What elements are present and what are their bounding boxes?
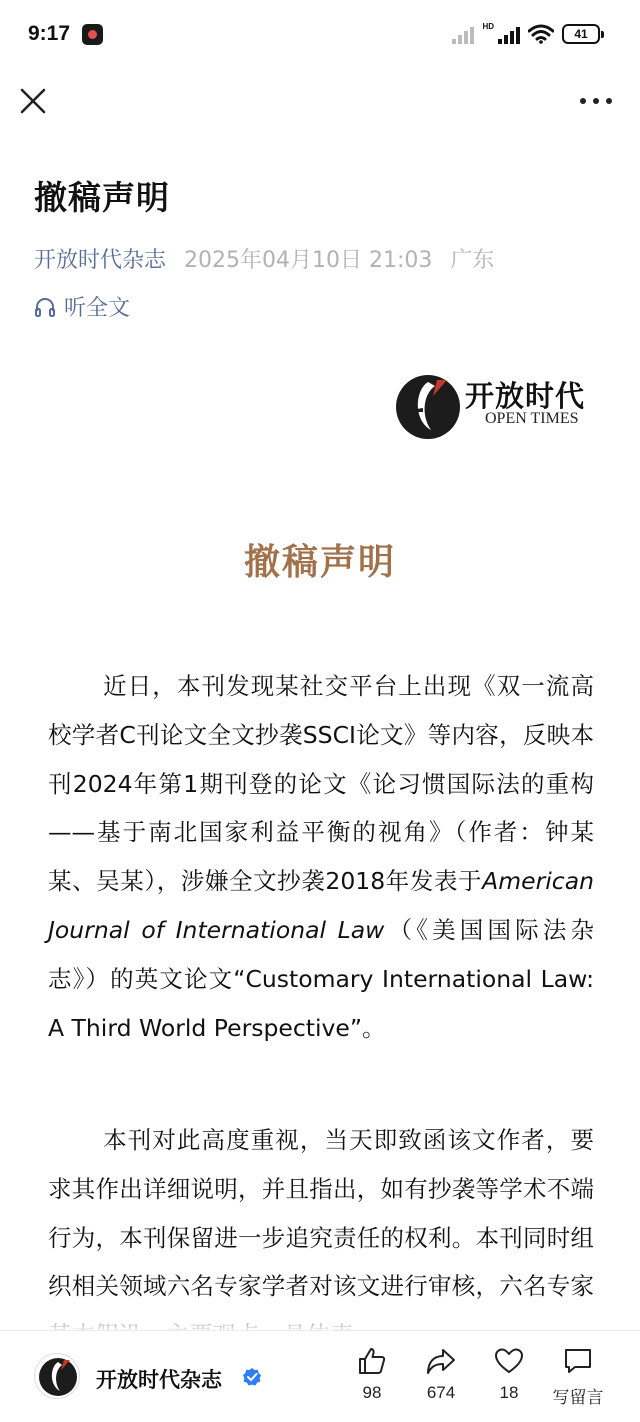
logo-chinese-text: 开放时代 [465, 381, 586, 413]
open-times-logo-mark [393, 372, 463, 442]
logo-english-text: OPEN TIMES [485, 410, 579, 427]
favorite-button[interactable] [478, 1345, 540, 1403]
comment-button[interactable] [547, 1345, 609, 1408]
publish-location: 广东 [450, 248, 495, 273]
share-arrow-icon [425, 1345, 457, 1377]
status-bar [0, 0, 640, 70]
more-dot-icon [593, 98, 599, 104]
bottom-action-bar [0, 1330, 640, 1422]
share-count: 674 [426, 1383, 456, 1402]
share-button[interactable] [410, 1345, 472, 1403]
comment-label: 写留言 [552, 1388, 604, 1407]
listen-label: 听全文 [64, 296, 131, 321]
verified-badge-icon [242, 1367, 262, 1387]
paragraph-2-text: 本刊对此高度重视，当天即致函该文作者，要求其作出详细说明，并且指出，如有抄袭等学术不端行为，本刊保留进一步追究责任的权利。本刊同时组织相关领域六名专家学者对该文进行审核，六名专家 [48, 1126, 594, 1301]
more-dot-icon [580, 98, 586, 104]
top-bar [0, 70, 640, 132]
system-icons [452, 24, 600, 44]
more-options-button[interactable] [580, 86, 612, 116]
open-times-avatar-icon [35, 1354, 80, 1399]
wifi-icon [528, 24, 554, 44]
paragraph-1-text-end: （《美国国际法杂志》）的英文论文“Customary International Law: A Third World Perspective”。 [48, 915, 594, 1042]
screen-recorder-icon [82, 24, 103, 45]
heart-icon [493, 1345, 525, 1377]
like-button[interactable] [341, 1345, 403, 1403]
close-icon[interactable] [18, 86, 48, 116]
status-time: 9:17 [28, 22, 71, 45]
bottom-account-name[interactable]: 开放时代杂志 [96, 1368, 222, 1392]
signal-icon [498, 24, 520, 44]
paragraph-1-text: 近日，本刊发现某社交平台上出现《双一流高校学者C刊论文全文抄袭SSCI论文》等内容，反映本刊2024年第1期刊登的论文《论习惯国际法的重构——基于南北国家利益平衡的视角》（作者：钟某某、吴某），涉嫌全文抄袭2018年发表于 [48, 672, 594, 896]
account-name-link[interactable]: 开放时代杂志 [34, 248, 167, 273]
headphones-icon [34, 296, 56, 318]
journal-name-italic: American Journal of International Law [48, 867, 594, 944]
listen-full-text-button[interactable] [34, 291, 130, 322]
more-dot-icon [606, 98, 612, 104]
body-paragraph-1 [48, 662, 594, 1052]
comment-icon [562, 1345, 594, 1377]
account-avatar[interactable] [34, 1353, 80, 1399]
content-fade [0, 1300, 640, 1330]
thumbs-up-icon [356, 1345, 388, 1377]
like-count: 98 [362, 1383, 382, 1402]
article-title: 撤稿声明 [34, 178, 170, 217]
favorite-count: 18 [499, 1383, 519, 1402]
network-type-label: HD [482, 22, 494, 31]
article-meta [34, 243, 494, 274]
battery-icon: 41 [562, 24, 600, 44]
declaration-heading: 撤稿声明 [243, 541, 396, 583]
journal-logo [393, 372, 608, 442]
publish-date: 2025年04月10日 21:03 [184, 248, 433, 273]
signal-icon-secondary [452, 24, 474, 44]
